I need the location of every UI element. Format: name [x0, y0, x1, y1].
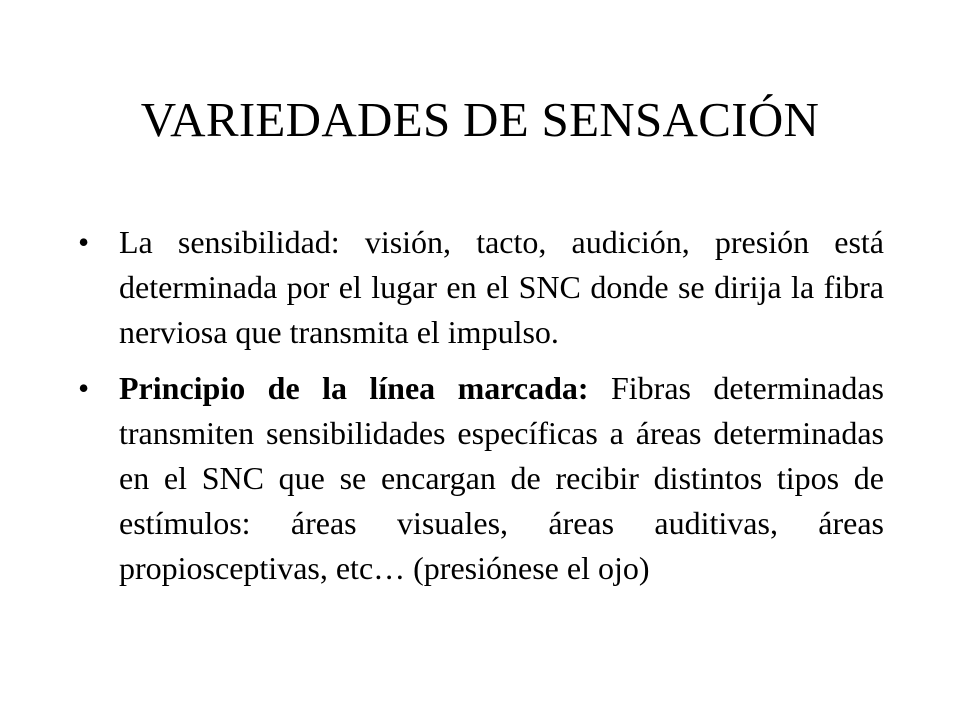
bullet-marker: • [78, 370, 90, 406]
bullet-text: Fibras determinadas transmiten sensibilidades específicas a áreas determinadas en el SNC que se encargan de recibir distintos tipos de estímulos: áreas visuales, áreas auditivas, áreas propiosceptivas, etc… (presiónese el ojo) [119, 370, 884, 586]
bullet-list [78, 220, 884, 602]
bullet-item-linea-marcada [78, 366, 884, 591]
bullet-item-sensibilidad [78, 220, 884, 355]
bullet-lead-term: Principio de la línea marcada: [119, 370, 589, 406]
slide-title: VARIEDADES DE SENSACIÓN [140, 92, 820, 147]
bullet-text: La sensibilidad: visión, tacto, audición, presión está determinada por el lugar en el SNC donde se dirija la fibra nerviosa que transmita el impulso. [119, 224, 884, 350]
bullet-marker: • [78, 224, 90, 260]
